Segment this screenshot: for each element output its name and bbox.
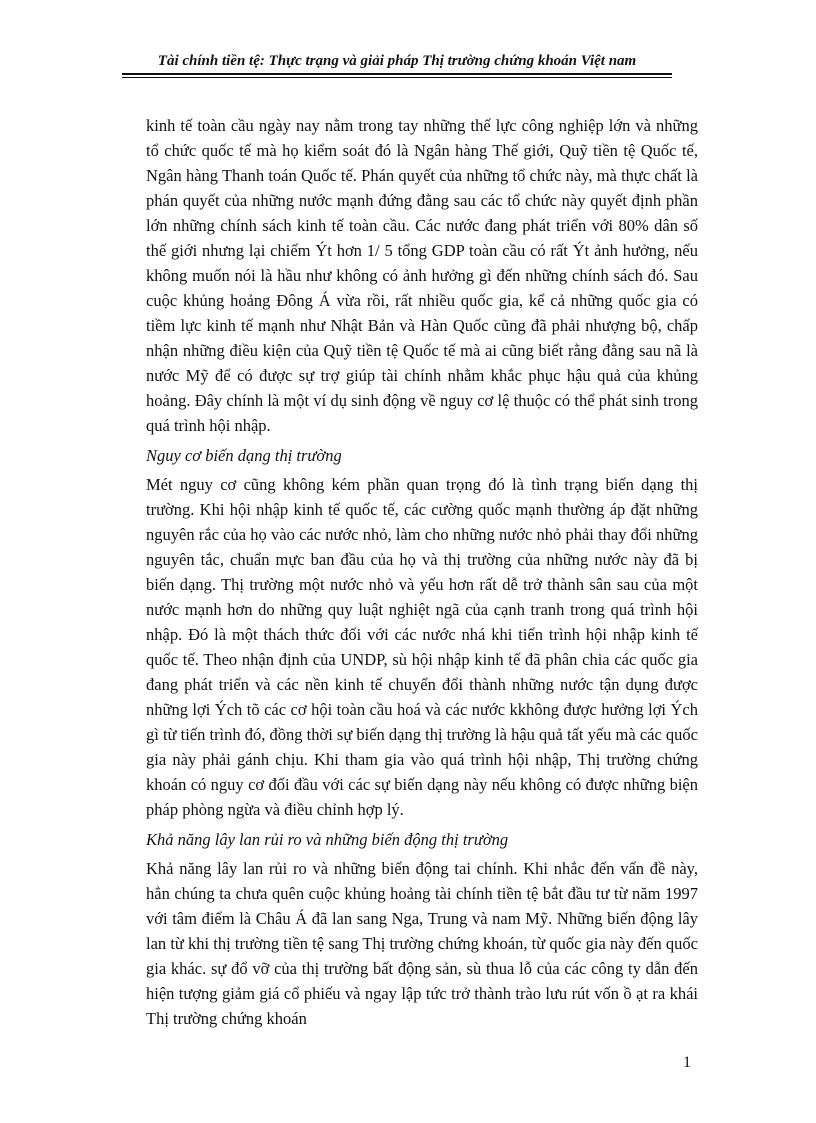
- paragraph-2: Mét nguy cơ cũng không kém phần quan trọng đó là tình trạng biến dạng thị trường. Khi hội nhập kinh tế quốc tế, các cường quốc mạnh thường áp đặt những nguyên rắc của họ vào các nước nhỏ, làm cho những nước nhỏ phải thay đổi những nguyên tắc, chuẩn mực ban đầu của họ và thị trường của những nước này đã bị biến dạng. Thị trường một nước nhỏ và yếu hơn rất dễ trở thành sân sau của một nước mạnh hơn do những quy luật nghiệt ngã của cạnh tranh trong quá trình hội nhập. Đó là một thách thức đối với các nước nhá khi tiến trình hội nhập kinh tế quốc tế. Theo nhận định của UNDP, sù hội nhập kinh tế đã phân chia các quốc gia đang phát triển và các nền kinh tế chuyển đổi thành những nước tận dụng được những lợi Ých tõ các cơ hội toàn cầu hoá và các nước kkhông được hưởng lợi Ých gì từ tiến trình đó, đồng thời sự biến dạng thị trường là hậu quả tất yếu mà các quốc gia này phải gánh chịu. Khi tham gia vào quá trình hội nhập, Thị trường chứng khoán có nguy cơ đối đầu với các sự biến dạng này nếu không có được những biện pháp phòng ngừa và điều chỉnh hợp lý.: [146, 475, 698, 819]
- section-heading-market-distortion: Nguy cơ biến dạng thị trường: [146, 446, 342, 465]
- section-heading-risk-contagion: Khả năng lây lan rủi ro và những biến động thị trường: [146, 830, 509, 849]
- paragraph-3: Khả năng lây lan rủi ro và những biến động tai chính. Khi nhắc đến vấn đề này, hẳn chúng ta chưa quên cuộc khủng hoảng tài chính tiền tệ bắt đầu tư từ năm 1997 với tâm điểm là Châu Á đã lan sang Nga, Trung và nam Mỹ. Những biến động lây lan từ khi thị trường tiền tệ sang Thị trường chứng khoán, từ quốc gia này đến quốc gia khác. sự đổ vỡ của thị trường bất động sản, sù thua lỗ của các công ty dẫn đến hiện tượng giảm giá cổ phiếu và ngay lập tức trở thành trào lưu rút vốn ồ ạt ra khái Thị trường chứng khoán: [146, 859, 698, 1028]
- running-header: Tài chính tiền tệ: Thực trạng và giải pháp Thị trường chứng khoán Việt nam: [122, 52, 672, 75]
- paragraph-1: kinh tế toàn cầu ngày nay nằm trong tay những thế lực công nghiệp lớn và những tổ chức quốc tế mà họ kiểm soát đó là Ngân hàng Thế giới, Quỹ tiền tệ Quốc tế, Ngân hàng Thanh toán Quốc tế. Phán quyết của những tổ chức này, mà thực chất là phán quyết của những nước mạnh đứng đằng sau các tổ chức này quyết định phần lớn những chính sách kinh tế toàn cầu. Các nước đang phát triển với 80% dân số thế giới nhưng lại chiếm Ýt hơn 1/ 5 tổng GDP toàn cầu có rất Ýt ảnh hưởng, nếu không muốn nói là hầu như không có ảnh hưởng gì đến những chính sách đó. Sau cuộc khủng hoảng Đông Á vừa rồi, rất nhiều quốc gia, kể cả những quốc gia có tiềm lực kinh tế mạnh như Nhật Bản và Hàn Quốc cũng đã phải nhượng bộ, chấp nhận những điều kiện của Quỹ tiền tệ Quốc tế mà ai cũng biết rằng đằng sau nã là nước Mỹ để có được sự trợ giúp tài chính nhằm khắc phục hậu quả của khủng hoảng. Đây chính là một ví dụ sinh động về nguy cơ lệ thuộc có thể phát sinh trong quá trình hội nhập.: [146, 116, 698, 435]
- page-body: [146, 113, 698, 1031]
- page-number: 1: [683, 1054, 691, 1071]
